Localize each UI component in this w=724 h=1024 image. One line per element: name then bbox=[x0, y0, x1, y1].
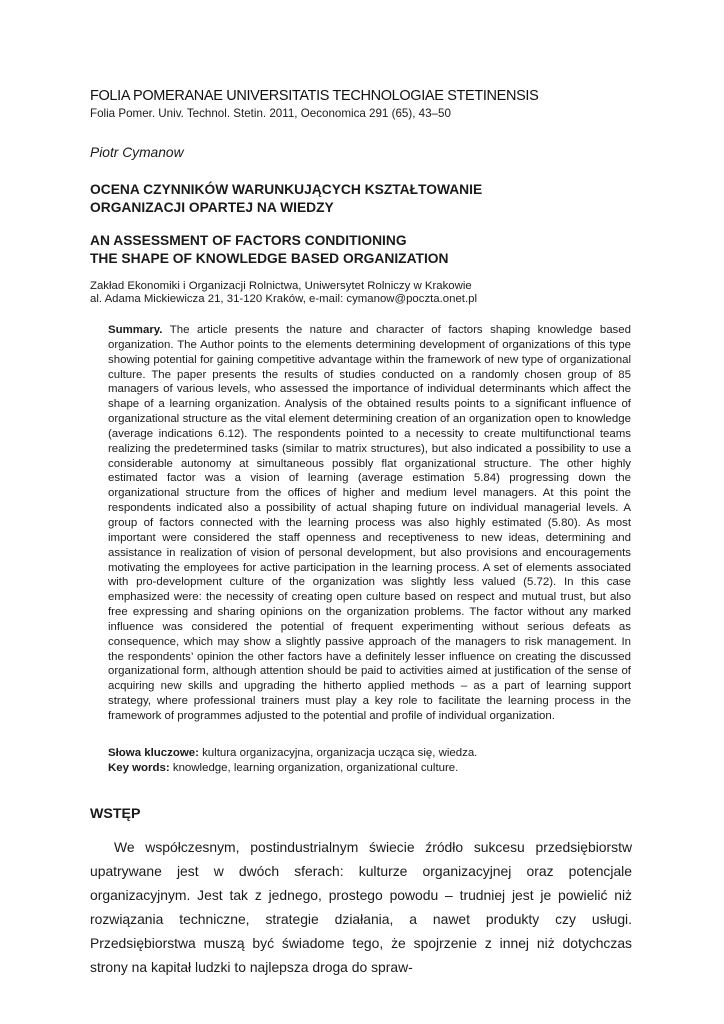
journal-title: FOLIA POMERANAE UNIVERSITATIS TECHNOLOGIAE STETINENSIS bbox=[90, 88, 539, 104]
keywords-english bbox=[108, 761, 477, 776]
keywords-polish-text: kultura organizacyjna, organizacja ucząca się, wiedza. bbox=[202, 747, 478, 759]
author-name: Piotr Cymanow bbox=[90, 145, 184, 160]
title-polish-line-1: OCENA CZYNNIKÓW WARUNKUJĄCYCH KSZTAŁTOWANIE bbox=[90, 182, 483, 197]
intro-paragraph: We współczesnym, postindustrialnym świecie źródło sukcesu przedsiębiorstw upatrywane jest w dwóch sferach: kulturze organizacyjnej oraz potencjale organizacyjnym. Jest tak z jednego, prostego powodu – trudniej jest je powielić niż rozwiązania techniczne, strategie działania, a nawet produkty czy usługi. Przedsiębiorstwa muszą być świadome tego, że spojrzenie z innej niż dotychczas strony na kapitał ludzki to najlepsza droga do spraw- bbox=[90, 839, 632, 975]
affiliation-line-1: Zakład Ekonomiki i Organizacji Rolnictwa, Uniwersytet Rolniczy w Krakowie bbox=[90, 280, 472, 292]
summary-text: The article presents the nature and character of factors shaping knowledge based organization. The Author points to the elements determining development of organizations of this type showing potential for gaining competitive advantage within the framework of new type of organizational culture. The paper presents the results of studies conducted on a randomly chosen group of 85 managers of various levels, who assessed the importance of individual determinants which affect the shape of a learning organization. Analysis of the obtained results points to a significant influence of organizational structure as the vital element determining creation of an organization open to knowledge (average indications 6.12). The respondents pointed to a necessity to create multifunctional teams realizing the predetermined tasks (similar to matrix structures), but also indicated a possibility to use a considerable autonomy at simultaneous possibly flat organizational structure. The other highly estimated factor was a vision of learning (average estimation 5.84) progressing down the organizational structure from the offices of higher and medium level managers. At this point the respondents indicated also a possibility of actual shaping future on individual managerial levels. A group of factors connected with the learning process was also highly estimated (5.80). As most important were considered the staff openness and receptiveness to new ideas, determining and assistance in realization of vision of personal development, but also provisions and encouragements motivating the employees for active participation in the learning process. A set of elements associated with pro-development culture of the organization was slightly less valued (5.72). In this case emphasized were: the necessity of creating open culture based on respect and mutual trust, but also free expressing and sharing opinions on the organization problems. The factor without any marked influence was considered the potential of frequent experimenting without serious defeats as consequence, which may show a slightly passive approach of the managers to risk management. In the respondents’ opinion the other factors have a definitely lesser influence on creating the discussed organizational form, although attention should be paid to activities aimed at justification of the sense of acquiring new skills and upgrading the hitherto applied methods – as a part of learning support strategy, where professional trainers must play a key role to facilitate the learning process in the framework of programmes adjusted to the potential and profile of individual organization. bbox=[108, 324, 631, 722]
title-english bbox=[90, 232, 448, 267]
title-polish bbox=[90, 181, 482, 216]
section-heading: WSTĘP bbox=[90, 806, 141, 822]
affiliation bbox=[90, 280, 477, 307]
journal-citation: Folia Pomer. Univ. Technol. Stetin. 2011, Oeconomica 291 (65), 43–50 bbox=[90, 107, 451, 120]
keywords-polish-label: Słowa kluczowe: bbox=[108, 747, 199, 759]
summary-label: Summary. bbox=[108, 324, 163, 336]
keywords-english-label: Key words: bbox=[108, 761, 170, 774]
title-polish-line-2: ORGANIZACJI OPARTEJ NA WIEDZY bbox=[90, 199, 334, 215]
title-english-line-2: THE SHAPE OF KNOWLEDGE BASED ORGANIZATION bbox=[90, 250, 449, 266]
summary-abstract bbox=[108, 323, 631, 724]
affiliation-line-2: al. Adama Mickiewicza 21, 31-120 Kraków, e-mail: cymanow@poczta.onet.pl bbox=[90, 293, 477, 306]
keywords-polish bbox=[108, 746, 477, 761]
title-english-line-1: AN ASSESSMENT OF FACTORS CONDITIONING bbox=[90, 233, 407, 248]
keywords-english-text: knowledge, learning organization, organizational culture. bbox=[172, 761, 459, 774]
keywords-block bbox=[108, 746, 477, 776]
